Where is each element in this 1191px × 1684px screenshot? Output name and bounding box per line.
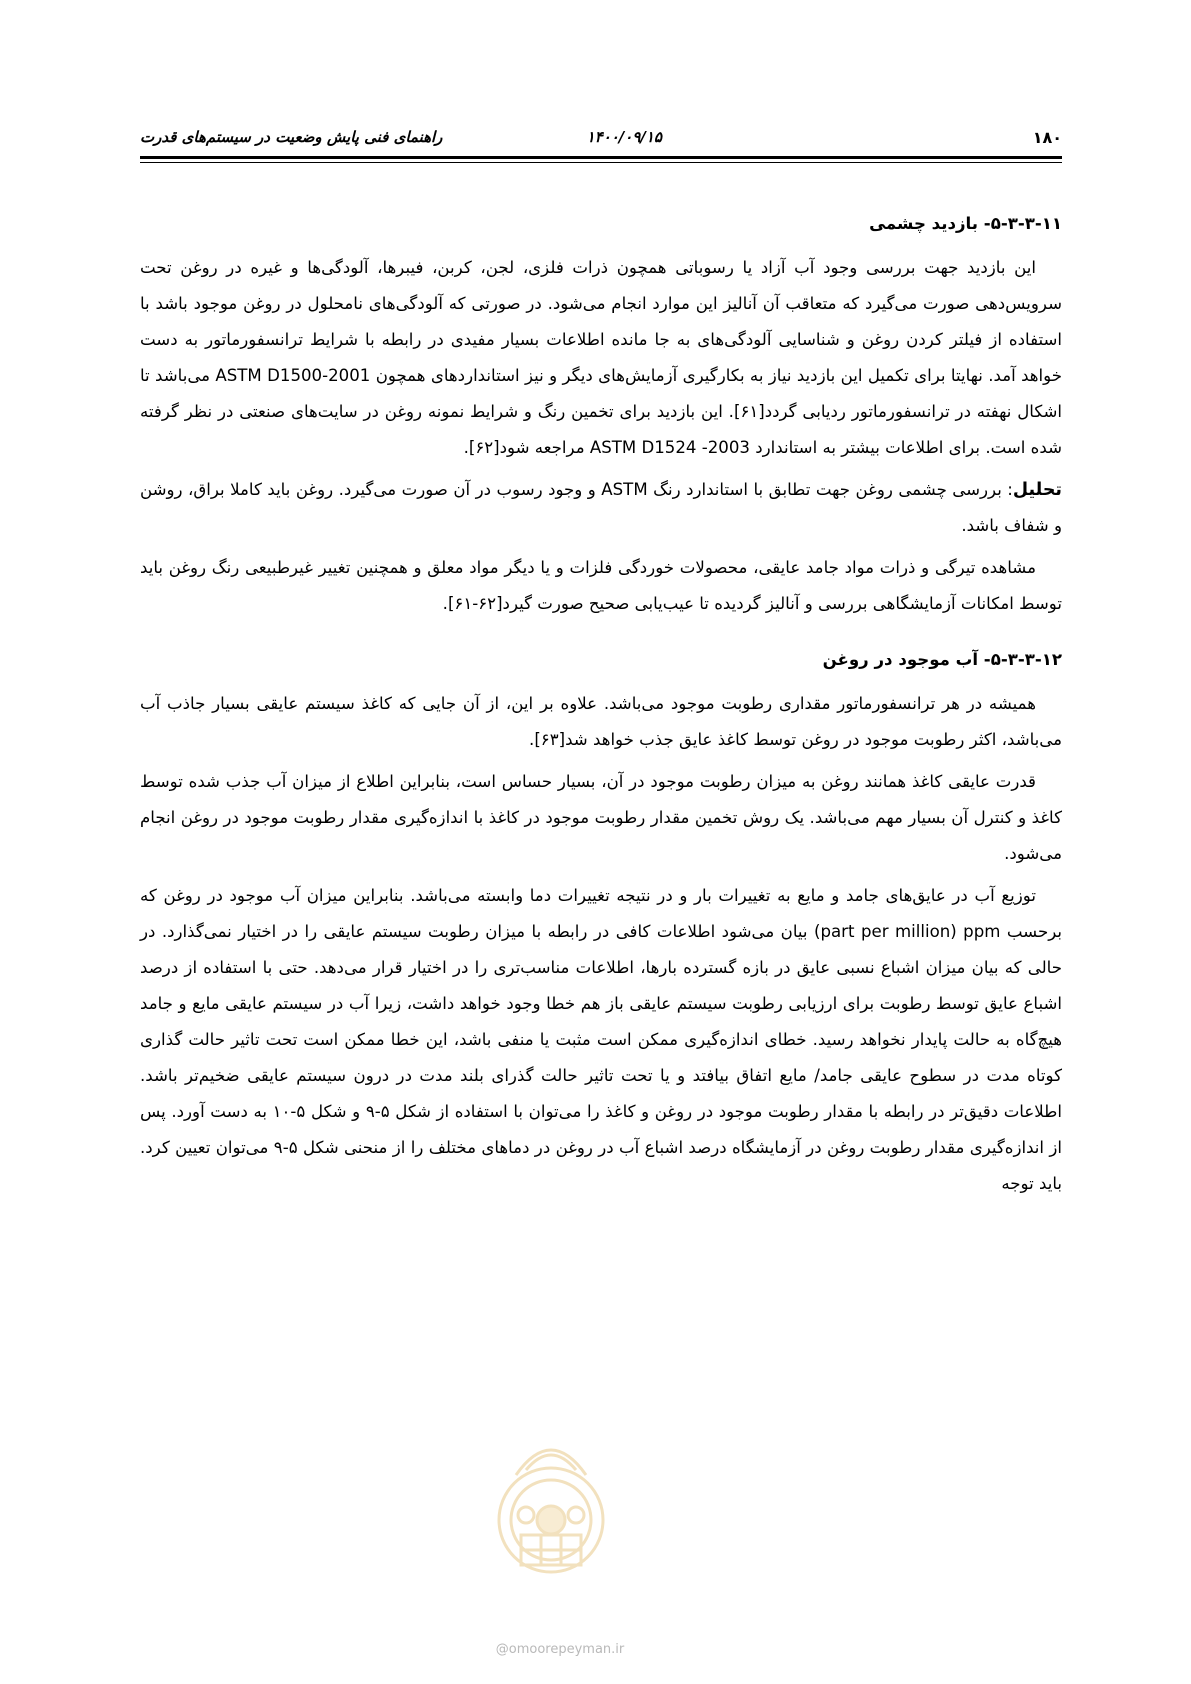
watermark-url: @omoorepeyman.ir: [495, 1642, 625, 1657]
section-heading-visual-inspection: ۵-۳-۳-۱۱- بازدید چشمی: [869, 214, 1062, 233]
analysis-text: : بررسی چشمی روغن جهت تطابق با استاندارد رنگ ASTM و وجود رسوب در آن صورت می‌گیرد. روغن باید کاملا براق، روشن و شفاف باشد.: [140, 480, 1062, 535]
paragraph: توزیع آب در عایق‌های جامد و مایع به تغییرات بار و در نتیجه تغییرات دما وابسته می‌باشد. بنابراین میزان آب موجود در روغن که برحسب part per million) ppm) بیان می‌شود اطلاعات کافی در رابطه با میزان رطوبت سیستم عایقی را در اختیار نمی‌گذارد. در حالی که بیان میزان اشباع نسبی عایق در بازه گسترده بارها، اطلاعات مناسب‌تری را در اختیار قرار می‌دهد. حتی با استفاده از درصد اشباع عایق توسط رطوبت برای ارزیابی رطوبت سیستم عایقی باز هم خطا وجود خواهد داشت، زیرا آب در سیستم عایقی مایع و جامد هیچ‌گاه به حالت پایدار نخواهد رسید. خطای اندازه‌گیری ممکن است مثبت یا منفی باشد، این خطا ممکن است تحت تاثیر حالت گذاری کوتاه مدت در سطوح عایقی جامد/ مایع اتفاق بیافتد و یا تحت تاثیر حالت گذرای بلند مدت در درون سیستم عایقی ضخیم‌تر باشد. اطلاعات دقیق‌تر در رابطه با مقدار رطوبت موجود در روغن و کاغذ را می‌توان با استفاده از شکل ۵-۹ و شکل ۵-۱۰ به دست آورد. پس از اندازه‌گیری مقدار رطوبت روغن در آزمایشگاه درصد اشباع آب در روغن در دماهای مختلف را از منحنی شکل ۵-۹ می‌توان تعیین کرد. باید توجه: [140, 886, 1062, 1193]
paragraph: این بازدید جهت بررسی وجود آب آزاد یا رسوباتی همچون ذرات فلزی، لجن، کربن، فیبرها، آلودگی‌ها و غیره در روغن تحت سرویس‌دهی صورت می‌گیرد که متعاقب آن آنالیز این موارد انجام می‌شود. در صورتی که آلودگی‌های نامحلول در روغن موجود باشد با استفاده از فیلتر کردن روغن و شناسایی آلودگی‌های به جا مانده اطلاعات بسیار مفیدی در رابطه با شرایط ترانسفورماتور به دست خواهد آمد. نهایتا برای تکمیل این بازدید نیاز به بکارگیری آزمایش‌های دیگر و نیز استانداردهای همچون ASTM D1500-2001 می‌باشد تا اشکال نهفته در ترانسفورماتور ردیابی گردد[۶۱]. این بازدید برای تخمین رنگ و شرایط نمونه روغن در سایت‌های صنعتی در نظر گرفته شده است. برای اطلاعات بیشتر به استاندارد ASTM D1524 -2003 مراجعه شود[۶۲].: [140, 258, 1062, 457]
section-heading-water-in-oil: ۵-۳-۳-۱۲- آب موجود در روغن: [822, 650, 1062, 669]
analysis-paragraph: [140, 472, 1062, 544]
paragraph: قدرت عایقی کاغذ همانند روغن به میزان رطوبت موجود در آن، بسیار حساس است، بنابراین اطلاع از میزان آب جذب شده توسط کاغذ و کنترل آن بسیار مهم می‌باشد. یک روش تخمین مقدار رطوبت موجود در کاغذ با اندازه‌گیری مقدار رطوبت موجود در روغن انجام می‌شود.: [140, 772, 1062, 863]
header-title: راهنمای فنی پایش وضعیت در سیستم‌های قدرت: [140, 128, 443, 146]
header-rule-thick: [140, 156, 1062, 159]
analysis-label: تحلیل: [1012, 480, 1062, 500]
watermark-logo: [486, 1415, 616, 1595]
header-date: ۱۴۰۰/۰۹/۱۵: [586, 128, 662, 146]
paragraph: مشاهده تیرگی و ذرات مواد جامد عایقی، محصولات خوردگی فلزات و یا دیگر مواد معلق و همچنین تغییر غیرطبیعی رنگ روغن باید توسط امکانات آزمایشگاهی بررسی و آنالیز گردیده تا عیب‌یابی صحیح صورت گیرد[۶۲-۶۱].: [140, 558, 1062, 613]
header-rule-thin: [140, 162, 1062, 163]
page-content: [140, 212, 1062, 1208]
page-number: ۱۸۰: [1032, 128, 1062, 147]
page-header: [140, 128, 1062, 152]
paragraph: همیشه در هر ترانسفورماتور مقداری رطوبت موجود می‌باشد. علاوه بر این، از آن جایی که کاغذ سیستم عایقی بسیار جاذب آب می‌باشد، اکثر رطوبت موجود در روغن توسط کاغذ عایق جذب خواهد شد[۶۳].: [140, 694, 1062, 749]
